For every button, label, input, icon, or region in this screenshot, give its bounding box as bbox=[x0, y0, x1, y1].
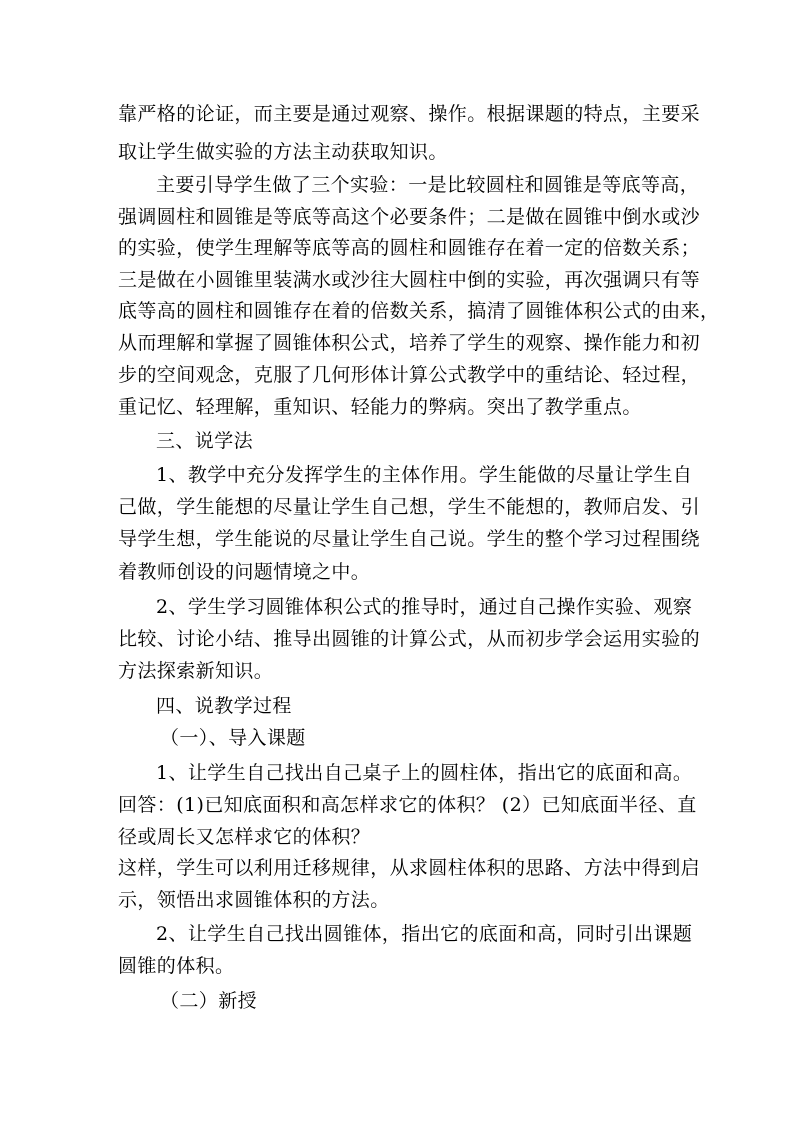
paragraph-line: 三是做在小圆锥里装满水或沙往大圆柱中倒的实验，再次强调只有等 bbox=[118, 269, 701, 291]
paragraph-line: 比较、讨论小结、推导出圆锥的计算公式，从而初步学会运用实验的 bbox=[118, 628, 701, 650]
paragraph-line: 步的空间观念，克服了几何形体计算公式教学中的重结论、轻过程， bbox=[118, 364, 701, 386]
paragraph-line: 2、学生学习圆锥体积公式的推导时，通过自己操作实验、观察 bbox=[156, 596, 693, 618]
paragraph-line: 重记忆、轻理解，重知识、轻能力的弊病。突出了教学重点。 bbox=[118, 396, 642, 418]
paragraph-line: 径或周长又怎样求它的体积？ bbox=[118, 826, 371, 848]
paragraph-line: 底等高的圆柱和圆锥存在着的倍数关系，搞清了圆锥体积公式的由来， bbox=[118, 300, 720, 322]
paragraph-line: 从而理解和掌握了圆锥体积公式，培养了学生的观察、操作能力和初 bbox=[118, 332, 701, 354]
paragraph-line: 回答：(1)已知底面积和高怎样求它的体积？ (2）已知底面半径、直 bbox=[118, 794, 697, 816]
paragraph-line: 圆锥的体积。 bbox=[118, 955, 235, 977]
paragraph-line: 着教师创设的问题情境之中。 bbox=[118, 561, 371, 583]
section-heading: 三、说学法 bbox=[156, 430, 254, 452]
subsection-heading: （一）、导入课题 bbox=[160, 727, 306, 749]
paragraph-line: 的实验，使学生理解等底等高的圆柱和圆锥存在着一定的倍数关系； bbox=[118, 237, 701, 259]
paragraph-line: 靠严格的论证，而主要是通过观察、操作。根据课题的特点，主要采 bbox=[118, 103, 701, 125]
paragraph-line: 己做，学生能想的尽量让学生自己想，学生不能想的，教师启发、引 bbox=[118, 496, 701, 518]
paragraph-line: 1、让学生自己找出自己桌子上的圆柱体，指出它的底面和高。 bbox=[156, 762, 693, 784]
paragraph-line: 示，领悟出求圆锥体积的方法。 bbox=[118, 889, 390, 911]
paragraph-line: 方法探索新知识。 bbox=[118, 660, 274, 682]
paragraph-line: 取让学生做实验的方法主动获取知识。 bbox=[118, 141, 448, 163]
paragraph-line: 强调圆柱和圆锥是等底等高这个必要条件；二是做在圆锥中倒水或沙 bbox=[118, 206, 701, 228]
section-heading: 四、说教学过程 bbox=[156, 695, 292, 717]
paragraph-line: 主要引导学生做了三个实验：一是比较圆柱和圆锥是等底等高， bbox=[156, 174, 700, 196]
paragraph-line: 1、教学中充分发挥学生的主体作用。学生能做的尽量让学生自 bbox=[156, 464, 693, 486]
paragraph-line: 导学生想，学生能说的尽量让学生自己说。学生的整个学习过程围绕 bbox=[118, 528, 701, 550]
paragraph-line: 2、让学生自己找出圆锥体，指出它的底面和高，同时引出课题 bbox=[156, 923, 693, 945]
subsection-heading: （二）新授 bbox=[160, 990, 258, 1012]
paragraph-line: 这样，学生可以利用迁移规律，从求圆柱体积的思路、方法中得到启 bbox=[118, 857, 701, 879]
